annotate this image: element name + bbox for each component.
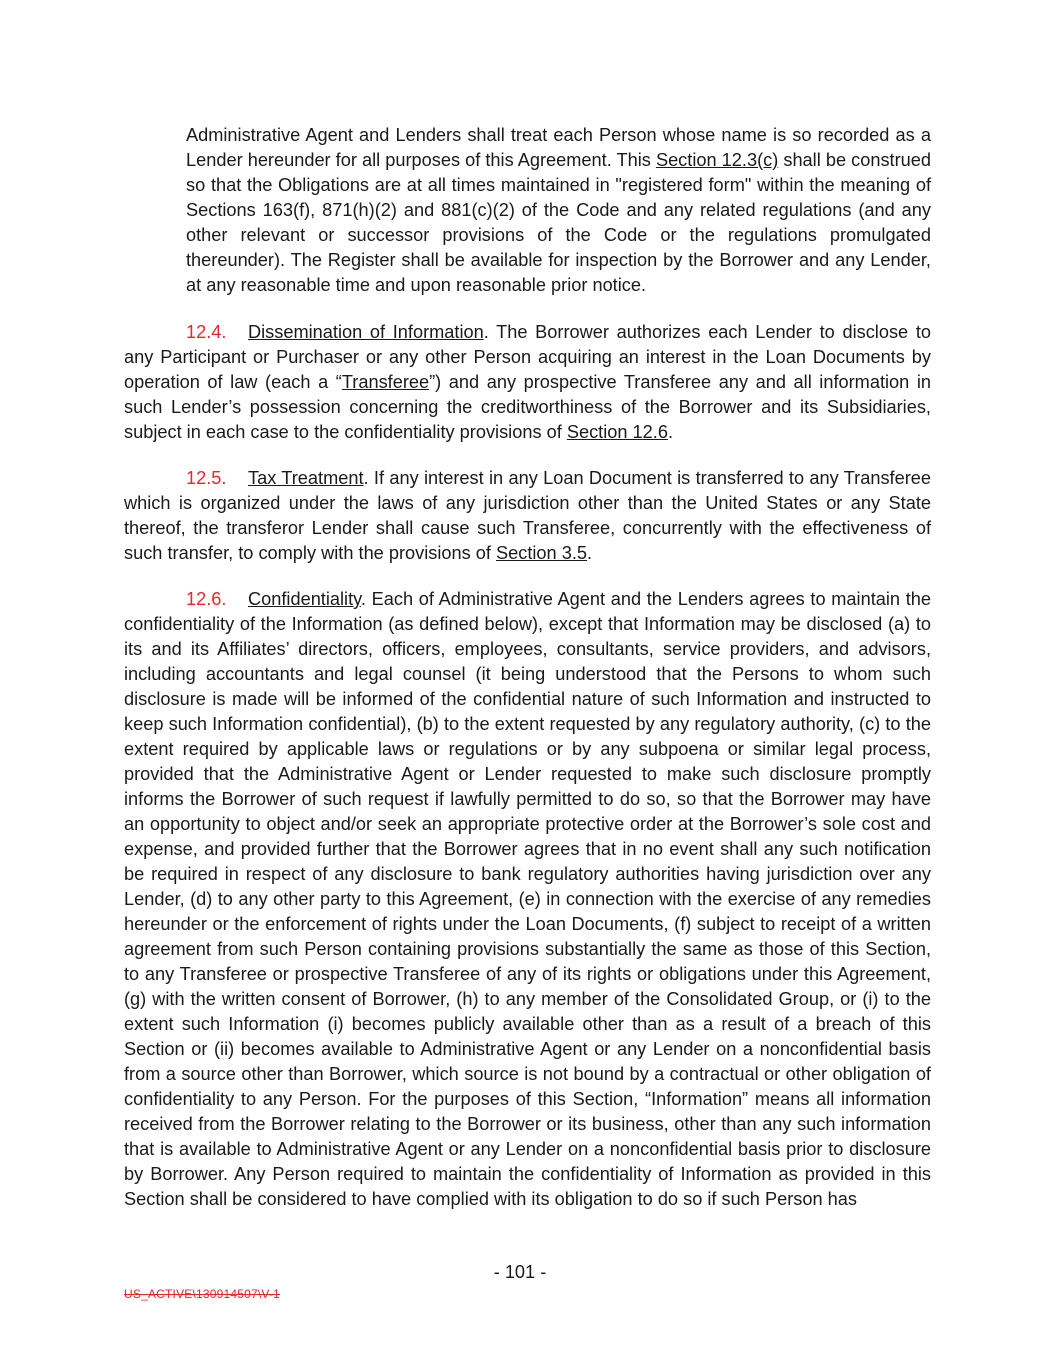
section-number: 12.4. (186, 322, 227, 342)
paragraph-register-continuation (186, 123, 931, 298)
cross-reference-link: Section 12.6 (566, 422, 668, 442)
defined-term: Transferee (341, 372, 430, 392)
paragraph-text: Administrative Agent and Lenders shall treat each Person whose name is so recorded as a Lender hereunder for all purposes of this Agreement. This (186, 125, 931, 170)
document-id: US_ACTIVE\130914507\V-1 (124, 1287, 281, 1301)
section-number: 12.6. (186, 589, 227, 609)
section-title: Tax Treatment (248, 468, 364, 488)
cross-reference-link: Section 12.3(c) (655, 150, 779, 170)
section-title: Confidentiality (248, 589, 361, 609)
paragraph-text: . (587, 543, 593, 563)
section-12-4 (124, 320, 931, 445)
section-12-5 (124, 466, 931, 566)
paragraph-text: . Each of Administrative Agent and the Lenders agrees to maintain the confidentiality of the Information (as defined below), except that Information may be disclosed (a) to its and its Affiliates’ directors, officers, employees, consultants, service providers, and advisors, including accountants and legal counsel (it being understood that the Persons to whom such disclosure is made will be informed of the confidential nature of such Information and instructed to keep such Information confidential), (b) to the extent requested by any regulatory authority, (c) to the extent required by applicable laws or regulations or by any subpoena or similar legal process, provided that the Administrative Agent or Lender requested to make such disclosure promptly informs the Borrower of such request if lawfully permitted to do so, so that the Borrower may have an opportunity to object and/or seek an appropriate protective order at the Borrower’s sole cost and expense, and provided further that the Borrower agrees that in no event shall any such notification be required in respect of any disclosure to bank regulatory authorities having jurisdiction over any Lender, (d) to any other party to this Agreement, (e) in connection with the exercise of any remedies hereunder or the enforcement of rights under the Loan Documents, (f) subject to receipt of a written agreement from such Person containing provisions substantially the same as those of this Section, to any Transferee or prospective Transferee of any of its rights or obligations under this Agreement, (g) with the written consent of Borrower, (h) to any member of the Consolidated Group, or (i) to the extent such Information (i) becomes publicly available other than as a result of a breach of this Section or (ii) becomes available to Administrative Agent or any Lender on a nonconfidential basis from a source other than Borrower, which source is not bound by a contractual or other obligation of confidentiality to any Person. For the purposes of this Section, “Information” means all information received from the Borrower relating to the Borrower or its business, other than any such information that is available to Administrative Agent or any Lender on a nonconfidential basis prior to disclosure by Borrower. Any Person required to maintain the confidentiality of Information as provided in this Section shall be considered to have complied with its obligation to do so if such Person has (124, 589, 931, 1209)
section-12-6 (124, 587, 931, 1212)
paragraph-text: ”) and any prospective Transferee any and all information in such Lender’s possession concerning the creditworthiness of the Borrower and its Subsidiaries, subject in each case to the confidentiality provisions of (124, 372, 932, 442)
paragraph-text: . If any interest in any Loan Document is transferred to any Transferee which is organized under the laws of any jurisdiction other than the United States or any State thereof, the transferor Lender shall cause such Transferee, concurrently with the effectiveness of such transfer, to comply with the provisions of (124, 468, 931, 563)
page-number: - 101 - (493, 1262, 547, 1282)
paragraph-text: . (667, 422, 674, 442)
section-number: 12.5. (186, 468, 227, 488)
paragraph-text: shall be construed so that the Obligations are at all times maintained in "registered form" within the meaning of Sections 163(f), 871(h)(2) and 881(c)(2) of the Code and any related regulations (and any other relevant or successor provisions of the Code or the regulations promulgated thereunder). The Register shall be available for inspection by the Borrower and any Lender, at any reasonable time and upon reasonable prior notice. (186, 150, 931, 295)
paragraph-text: . The Borrower authorizes each Lender to disclose to any Participant or Purchaser or any other Person acquiring an interest in the Loan Documents by operation of law (each a “ (124, 322, 932, 392)
cross-reference-link: Section 3.5 (496, 543, 587, 563)
section-title: Dissemination of Information (248, 322, 484, 342)
